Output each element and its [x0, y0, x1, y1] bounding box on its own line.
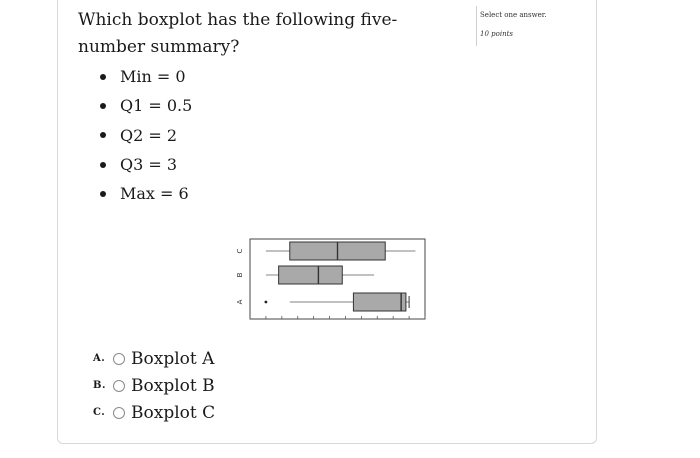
bullet-icon — [100, 162, 106, 168]
option-label: Boxplot A — [131, 348, 215, 369]
summary-item — [100, 121, 192, 150]
outlier-point — [265, 301, 268, 304]
summary-item — [100, 91, 192, 120]
question-meta — [476, 6, 547, 46]
summary-item — [100, 62, 192, 91]
radio-button-b[interactable] — [113, 380, 125, 392]
five-number-summary-list — [100, 62, 192, 208]
boxplot-chart — [228, 232, 428, 324]
summary-item-label: Min = 0 — [120, 67, 186, 87]
summary-item — [100, 179, 192, 208]
category-label: C — [236, 248, 244, 254]
summary-item-label: Max = 6 — [120, 184, 189, 204]
bullet-icon — [100, 191, 106, 197]
summary-item-label: Q3 = 3 — [120, 155, 178, 175]
question-prompt: Which boxplot has the following five-number summary? — [78, 10, 398, 57]
bullet-icon — [100, 103, 106, 109]
option-c[interactable] — [93, 399, 215, 426]
radio-button-a[interactable] — [113, 353, 125, 365]
option-letter: C. — [93, 407, 106, 418]
summary-item-label: Q2 = 2 — [120, 125, 178, 145]
radio-button-c[interactable] — [113, 407, 125, 419]
summary-item-label: Q1 = 0.5 — [120, 96, 193, 116]
category-label: B — [236, 272, 244, 278]
option-b[interactable] — [93, 372, 215, 399]
box-iqr — [279, 266, 343, 284]
option-label: Boxplot C — [131, 402, 216, 423]
option-letter: A. — [93, 353, 106, 364]
bullet-icon — [100, 74, 106, 80]
option-letter: B. — [93, 380, 106, 391]
option-a[interactable] — [93, 345, 215, 372]
box-iqr — [353, 293, 406, 311]
bullet-icon — [100, 132, 106, 138]
answer-options — [93, 345, 215, 426]
instruction-text: Select one answer. — [480, 11, 547, 19]
points-text: 10 points — [480, 30, 513, 38]
summary-item — [100, 150, 192, 179]
option-label: Boxplot B — [131, 375, 215, 396]
category-label: A — [236, 299, 244, 305]
